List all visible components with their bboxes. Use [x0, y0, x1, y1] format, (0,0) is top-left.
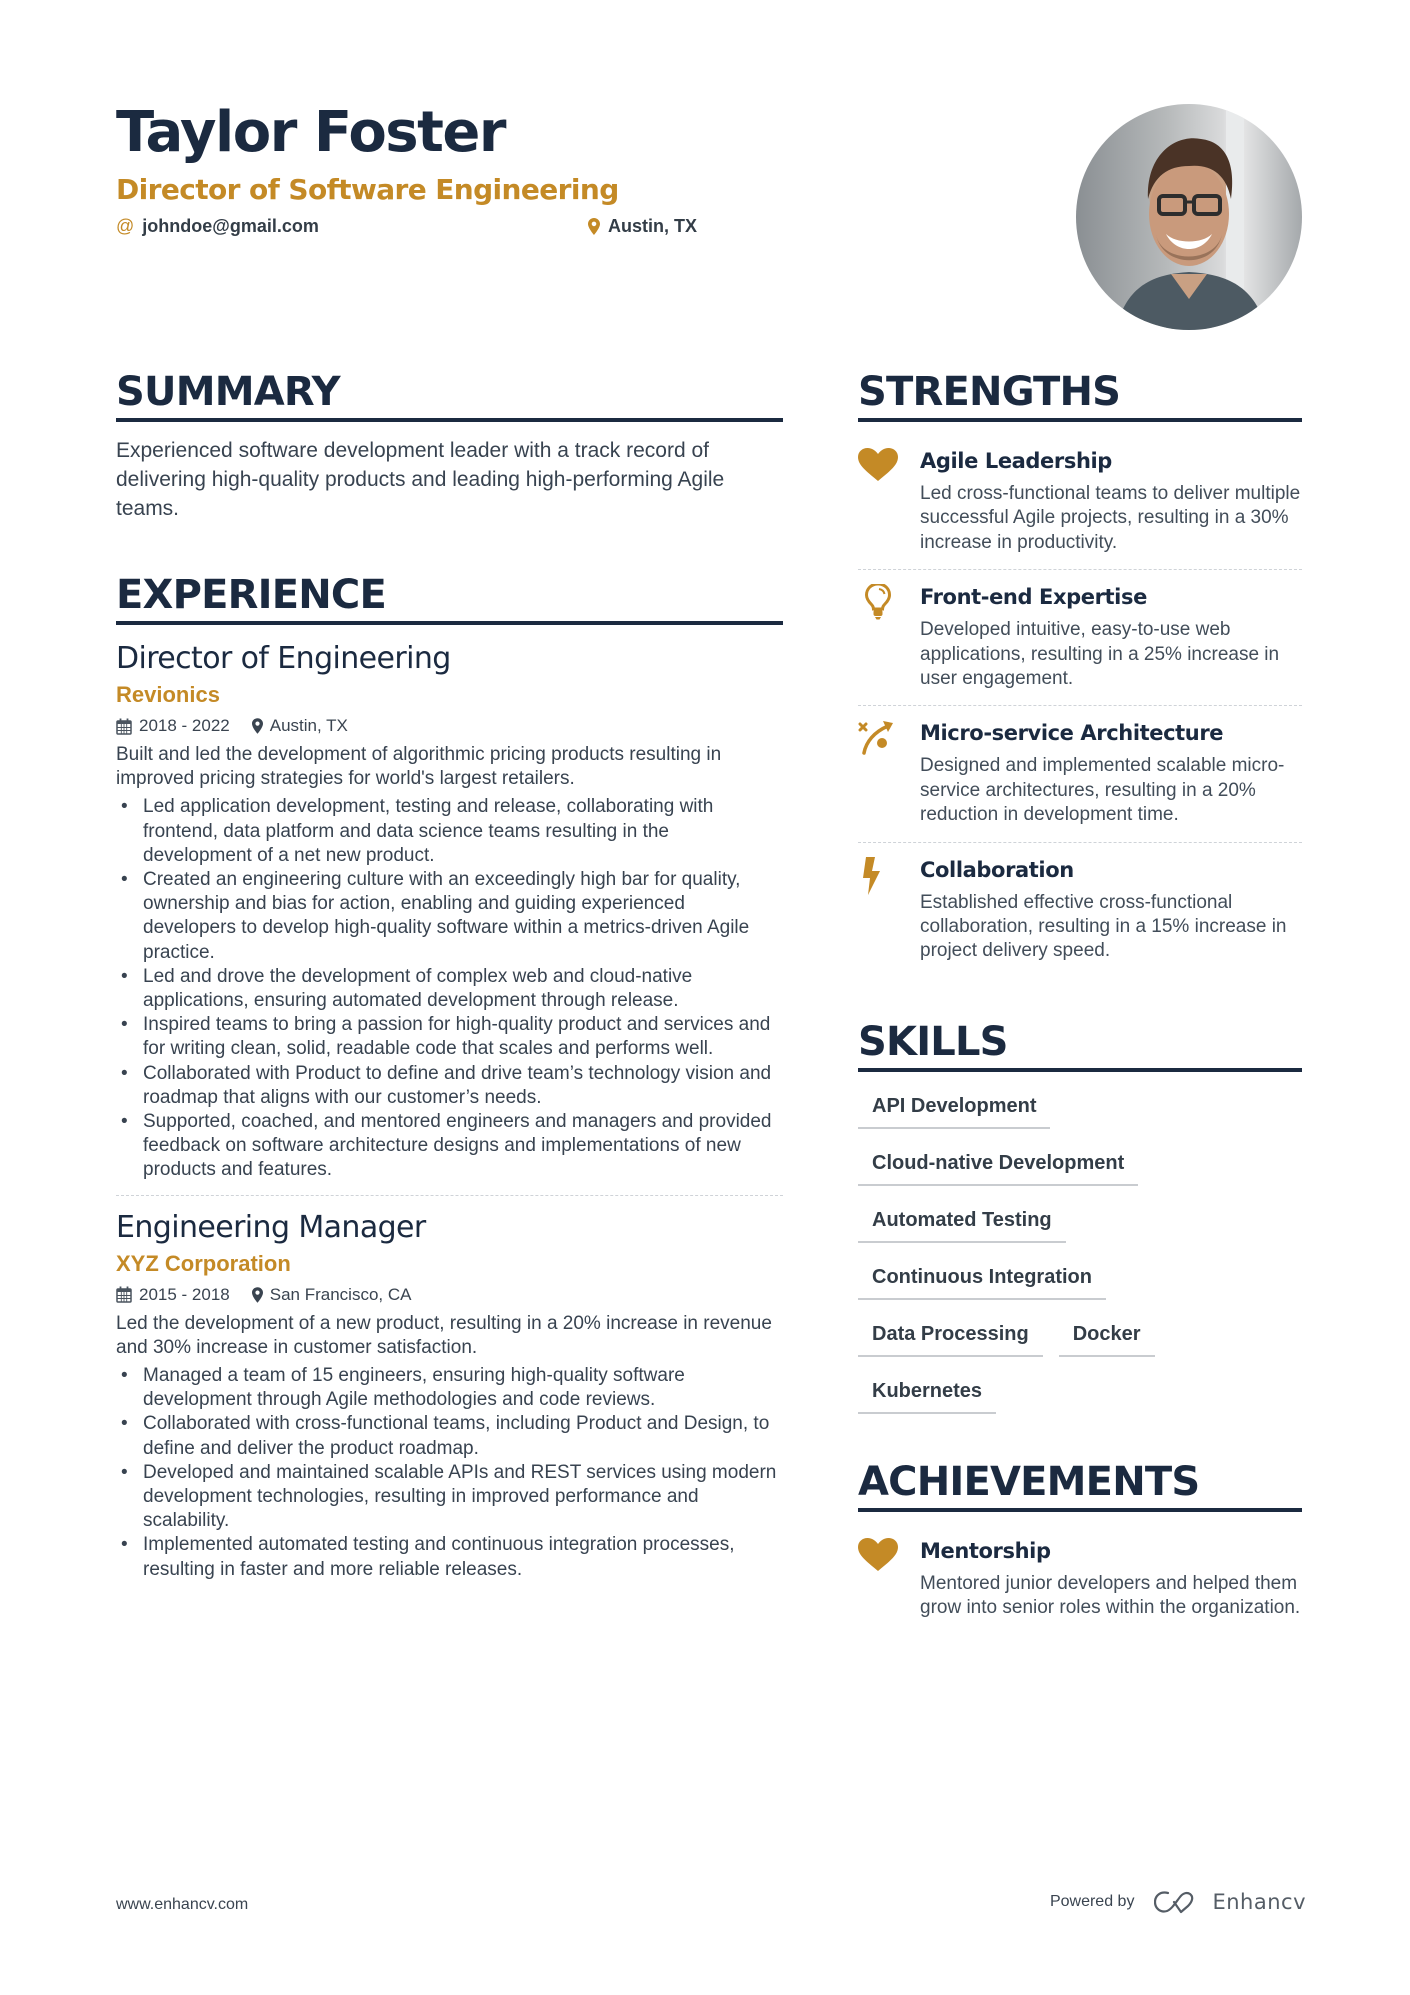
strength-description: Designed and implemented scalable micro-service architectures, resulting in a 20% reduction in development time. — [920, 755, 1285, 826]
strength-title: Micro-service Architecture — [920, 721, 1224, 746]
contact-line — [116, 216, 936, 242]
job-entry — [116, 625, 783, 1183]
strength-item — [858, 434, 1302, 570]
job-dates-text: 2018 - 2022 — [139, 716, 230, 735]
map-pin-icon — [252, 1287, 263, 1303]
powered-by-label: Powered by — [1049, 1893, 1135, 1910]
skill-tag: Automated Testing — [858, 1202, 1066, 1243]
job-company: XYZ Corporation — [116, 1250, 291, 1276]
job-meta — [116, 1282, 783, 1308]
summary-heading: SUMMARY — [116, 368, 783, 422]
at-icon: @ — [116, 216, 135, 236]
job-bullet: • Collaborated with cross-functional teams, including Product and Design, to define and deliver the product roadmap. — [116, 1412, 783, 1460]
skill-tag: Data Processing — [858, 1316, 1043, 1357]
profile-photo — [1076, 104, 1302, 330]
job-meta — [116, 713, 783, 739]
job-dates-text: 2015 - 2018 — [139, 1284, 230, 1304]
strength-description: Established effective cross-functional collaboration, resulting in a 15% increase in project delivery speed. — [920, 891, 1287, 962]
job-role: Director of Engineering — [116, 641, 451, 676]
job-role: Engineering Manager — [116, 1209, 426, 1245]
job-location — [252, 713, 348, 739]
left-column — [116, 368, 783, 1582]
strength-item — [858, 706, 1302, 842]
job-bullet: • Collaborated with Product to define and drive team’s technology vision and roadmap that aligns with our customer’s needs. — [116, 1062, 783, 1110]
job-bullet: • Supported, coached, and mentored engineers and managers and provided feedback on software architecture designs and implementations of new products and features. — [116, 1110, 783, 1183]
skills-section — [858, 1018, 1302, 1430]
enhancv-logo[interactable] — [1154, 1890, 1306, 1914]
right-column — [858, 368, 1302, 1635]
skills-list — [858, 1088, 1302, 1430]
achievement-description: Mentored junior developers and helped them grow into senior roles within the organization. — [920, 1572, 1301, 1619]
strength-item — [858, 843, 1302, 978]
strategy-icon — [858, 718, 920, 827]
achievement-title: Mentorship — [920, 1538, 1051, 1563]
strength-title: Front-end Expertise — [920, 585, 1147, 610]
heart-icon — [858, 446, 920, 555]
job-entry — [116, 1195, 783, 1582]
strengths-heading: STRENGTHS — [858, 368, 1302, 422]
lightning-icon — [858, 855, 920, 964]
achievement-item — [858, 1524, 1302, 1635]
strength-title: Collaboration — [920, 857, 1074, 882]
footer-website[interactable]: www.enhancv.com — [116, 1896, 249, 1913]
skill-tag: Docker — [1059, 1316, 1155, 1357]
skill-tag: API Development — [858, 1088, 1050, 1129]
strength-description: Led cross-functional teams to deliver multiple successful Agile projects, resulting in a 30% increase in productivity. — [920, 483, 1301, 553]
job-company: Revionics — [116, 682, 220, 707]
strength-description: Developed intuitive, easy-to-use web applications, resulting in a 25% increase in user engagement. — [920, 619, 1280, 690]
job-bullet: • Developed and maintained scalable APIs and REST services using modern development technologies, resulting in improved performance and scalability. — [116, 1461, 783, 1534]
job-location — [252, 1282, 412, 1308]
job-bullet: • Led and drove the development of complex web and cloud-native applications, ensuring automated development through release. — [116, 965, 783, 1013]
contact-location — [588, 216, 697, 237]
job-dates — [116, 713, 230, 739]
strengths-list — [858, 434, 1302, 978]
footer-branding — [1050, 1890, 1306, 1914]
lightbulb-icon — [858, 582, 920, 691]
job-bullet: • Implemented automated testing and continuous integration processes, resulting in faster and more reliable releases. — [116, 1533, 783, 1581]
job-bullet: • Led application development, testing and release, collaborating with frontend, data platform and data science teams resulting in the development of a net new product. — [116, 795, 783, 868]
resume-header — [116, 98, 936, 242]
summary-section — [116, 368, 783, 523]
avatar-illustration — [1076, 104, 1302, 330]
strength-item — [858, 570, 1302, 706]
map-pin-icon — [588, 218, 600, 235]
job-bullet: • Managed a team of 15 engineers, ensuring high-quality software development through Agile methodologies and code reviews. — [116, 1364, 783, 1412]
skill-tag: Kubernetes — [858, 1373, 996, 1414]
calendar-icon — [116, 718, 132, 735]
job-bullet: • Inspired teams to bring a passion for high-quality product and services and for writing clean, solid, readable code that scales and performs well. — [116, 1013, 783, 1061]
experience-section — [116, 571, 783, 1582]
contact-email[interactable] — [116, 216, 319, 237]
job-description: Led the development of a new product, resulting in a 20% increase in revenue and 30% increase in customer satisfaction. — [116, 1312, 772, 1358]
job-location-text: San Francisco, CA — [269, 1284, 412, 1304]
summary-text: Experienced software development leader with a track record of delivering high-quality products and leading high-performing Agile teams. — [116, 439, 725, 520]
brand-name: Enhancv — [1212, 1890, 1306, 1914]
enhancv-logo-icon — [1154, 1890, 1200, 1914]
job-location-text: Austin, TX — [269, 716, 348, 735]
skill-tag: Continuous Integration — [858, 1259, 1106, 1300]
calendar-icon — [116, 1286, 132, 1303]
job-description: Built and led the development of algorithmic pricing products resulting in improved pricing strategies for world's largest retailers. — [116, 744, 722, 790]
location-text: Austin, TX — [608, 216, 697, 236]
achievements-heading: ACHIEVEMENTS — [858, 1458, 1302, 1512]
experience-heading: EXPERIENCE — [116, 571, 783, 625]
strength-title: Agile Leadership — [920, 449, 1112, 473]
strengths-section — [858, 368, 1302, 978]
job-bullets — [116, 795, 783, 1182]
candidate-name: Taylor Foster — [116, 100, 505, 165]
achievements-list — [858, 1524, 1302, 1635]
job-bullet: • Created an engineering culture with an exceedingly high bar for quality, ownership and bias for action, enabling and guiding experienced developers to develop high-quality software within a metrics-driven Agile practice. — [116, 868, 783, 965]
map-pin-icon — [252, 718, 263, 734]
skills-heading: SKILLS — [858, 1018, 1302, 1072]
email-text: johndoe@gmail.com — [142, 216, 319, 236]
candidate-title: Director of Software Engineering — [116, 173, 619, 206]
job-dates — [116, 1282, 230, 1308]
achievements-section — [858, 1458, 1302, 1635]
skill-tag: Cloud-native Development — [858, 1145, 1138, 1186]
heart-icon — [858, 1536, 920, 1621]
job-bullets — [116, 1364, 783, 1582]
